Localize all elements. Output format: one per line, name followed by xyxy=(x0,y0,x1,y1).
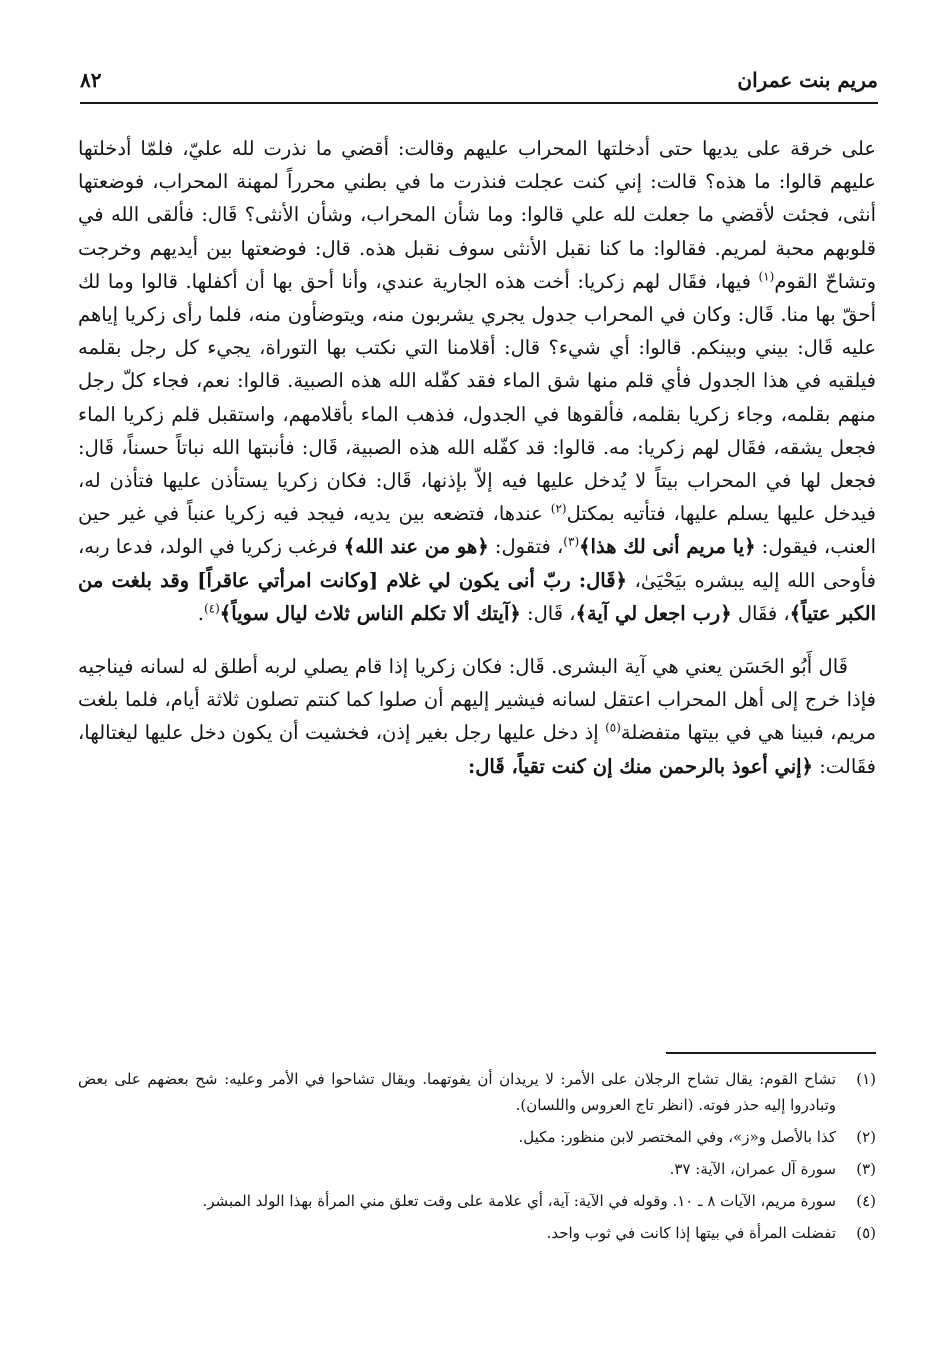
text-run: على خرقة على يديها حتى أدخلتها المحراب عليهم وقالت: أقضي ما نذرت لله عليّ، فلمّا أدخلتها عليهم قالوا: ما هذه؟ قالت: إني كنت عجلت فنذرت ما في بطني محرراً لمهنة المحراب، فوضعتها أنثى، فجئت لأقضي ما جعلت لله علي قالوا: وما شأن المحراب، وشأن الأنثى؟ قَال: فألقى الله في قلوبهم محبة لمريم. فقالوا: ما كنا نقبل الأنثى سوف نقبل هذه. قال: فوضعتها بين أيديهم وخرجت وتشاحّ القوم xyxy=(78,137,876,293)
footnote-ref-1: (١) xyxy=(758,269,775,284)
footnote-number: (٤) xyxy=(856,1192,876,1210)
footnote-ref-2: (٢) xyxy=(550,501,567,516)
footnote-text: سورة مريم، الآيات ٨ ـ ١٠. وقوله في الآية: آية، أي علامة على وقت تعلق مني المرأة بهذا الولد المبشر. xyxy=(202,1192,836,1210)
text-run: ، فقَال xyxy=(731,601,790,625)
footnote-number: (١) xyxy=(856,1070,876,1088)
text-run: قَال أَبُو الحَسَن يعني هي آية البشرى. قَال: فكان زكريا إذا قام يصلي لربه أطلق له لسانه فيناجيه فإذا خرج إلى أهل المحراب اعتقل لسانه فيشير إليهم أن صلوا كما كنتم تصلون ثلاثة أيام، فلما بلغت مريم، فبينا هي في بيتها متفضلة xyxy=(78,655,877,745)
footnote-ref-3: (٣) xyxy=(563,534,580,549)
footnote-item xyxy=(78,1124,876,1150)
footnote-text: تشاح القوم: يقال تشاح الرجلان على الأمر: لا يريدان أن يفوتهما. ويقال تشاحوا في الأمر وعليه: شح بعضهم على بعض وتبادروا إليه حذر فوته. (انظر تاج العروس واللسان). xyxy=(78,1070,836,1114)
main-text xyxy=(78,132,876,783)
text-run: فرغب زكريا في الولد، فدعا ربه، فأوحى الله إليه يبشره بيَحْيَىٰ، xyxy=(78,535,876,592)
quran-quote: ﴿قَال: ربّ أنى يكون لي غلام [وكانت امرأتي عاقراً] وقد بلغت من الكبر عتياً﴾ xyxy=(78,568,876,625)
footnote-number: (٥) xyxy=(856,1224,876,1242)
quran-quote: ﴿آيتك ألا تكلم الناس ثلاث ليال سوياً﴾ xyxy=(219,601,521,625)
paragraph-2 xyxy=(78,650,876,783)
footnotes xyxy=(78,1066,876,1252)
footnote-item xyxy=(78,1066,876,1118)
text-run: فيها، فقَال لهم زكريا: أخت هذه الجارية عندي، وأنا أحق بها أن أكفلها. قالوا وما لك أحقّ بها منا. قَال: وكان في المحراب جدول يجري يشربون منه، ويتوضأون منه، فلما رأى زكريا إياهم عليه قَال: بيني وبينكم. قالوا: أي شيء؟ قال: أقلامنا التي نكتب بها التوراة، يجيء كل رجل بقلمه فيلقيه في هذا الجدول فأي قلم منها شق الماء فقد كفّله الله هذه الصبية. قالوا: نعم، فجاء كلّ رجل منهم بقلمه، وجاء زكريا بقلمه، فألقوها في الجدول، فذهب الماء بأقلامهم، واستقبل قلم زكريا الماء فجعل يشقه، فقَال لهم زكريا: مه. قالوا: قد كفّله الله هذه الصبية، قَال: فأنبتها الله نباتاً حسناً، قَال: فجعل لها في المحراب بيتاً لا يُدخل عليها فيه إلاّ بإذنها، قَال: فكان زكريا يستأذن عليها فتأذن له، فيدخل عليها يسلم عليها، فتأتيه بمكتل xyxy=(78,269,876,526)
footnote-text: كذا بالأصل و«ز»، وفي المختصر لابن منظور: مكيل. xyxy=(518,1128,836,1146)
quran-quote: ﴿إني أعوذ بالرحمن منك إن كنت تقياً، قَال: xyxy=(468,754,813,778)
footnote-item xyxy=(78,1156,876,1182)
text-run: ، فتقول: xyxy=(488,535,564,559)
footnote-text: سورة آل عمران، الآية: ٣٧. xyxy=(669,1160,836,1178)
footnote-item xyxy=(78,1188,876,1214)
footnote-number: (٣) xyxy=(856,1160,876,1178)
footnote-ref-4: (٤) xyxy=(203,601,220,616)
footnote-ref-5: (٥) xyxy=(605,720,621,735)
text-run: ، قَال: xyxy=(520,601,576,625)
quran-quote: ﴿رب اجعل لي آية﴾ xyxy=(575,601,732,625)
footnote-separator xyxy=(666,1052,876,1054)
page-number: ٨٢ xyxy=(80,68,102,92)
paragraph-1 xyxy=(78,132,876,630)
footnote-number: (٢) xyxy=(856,1128,876,1146)
footnote-item xyxy=(78,1220,876,1246)
footnote-text: تفضلت المرأة في بيتها إذا كانت في ثوب واحد. xyxy=(546,1224,836,1242)
text-run: إذ دخل عليها رجل بغير إذن، فخشيت أن يكون دخل عليها ليغتالها، فقَالت: xyxy=(78,721,876,778)
text-run: عندها، فتضعه بين يديه، فيجد فيه زكريا عنباً في غير حين العنب، فيقول: xyxy=(78,502,876,559)
page-header xyxy=(80,58,878,104)
running-title: مريم بنت عمران xyxy=(737,68,878,92)
text-run: . xyxy=(197,601,204,625)
quran-quote: ﴿يا مريم أنى لك هذا﴾ xyxy=(579,535,756,559)
quran-quote: ﴿هو من عند الله﴾ xyxy=(343,535,489,559)
